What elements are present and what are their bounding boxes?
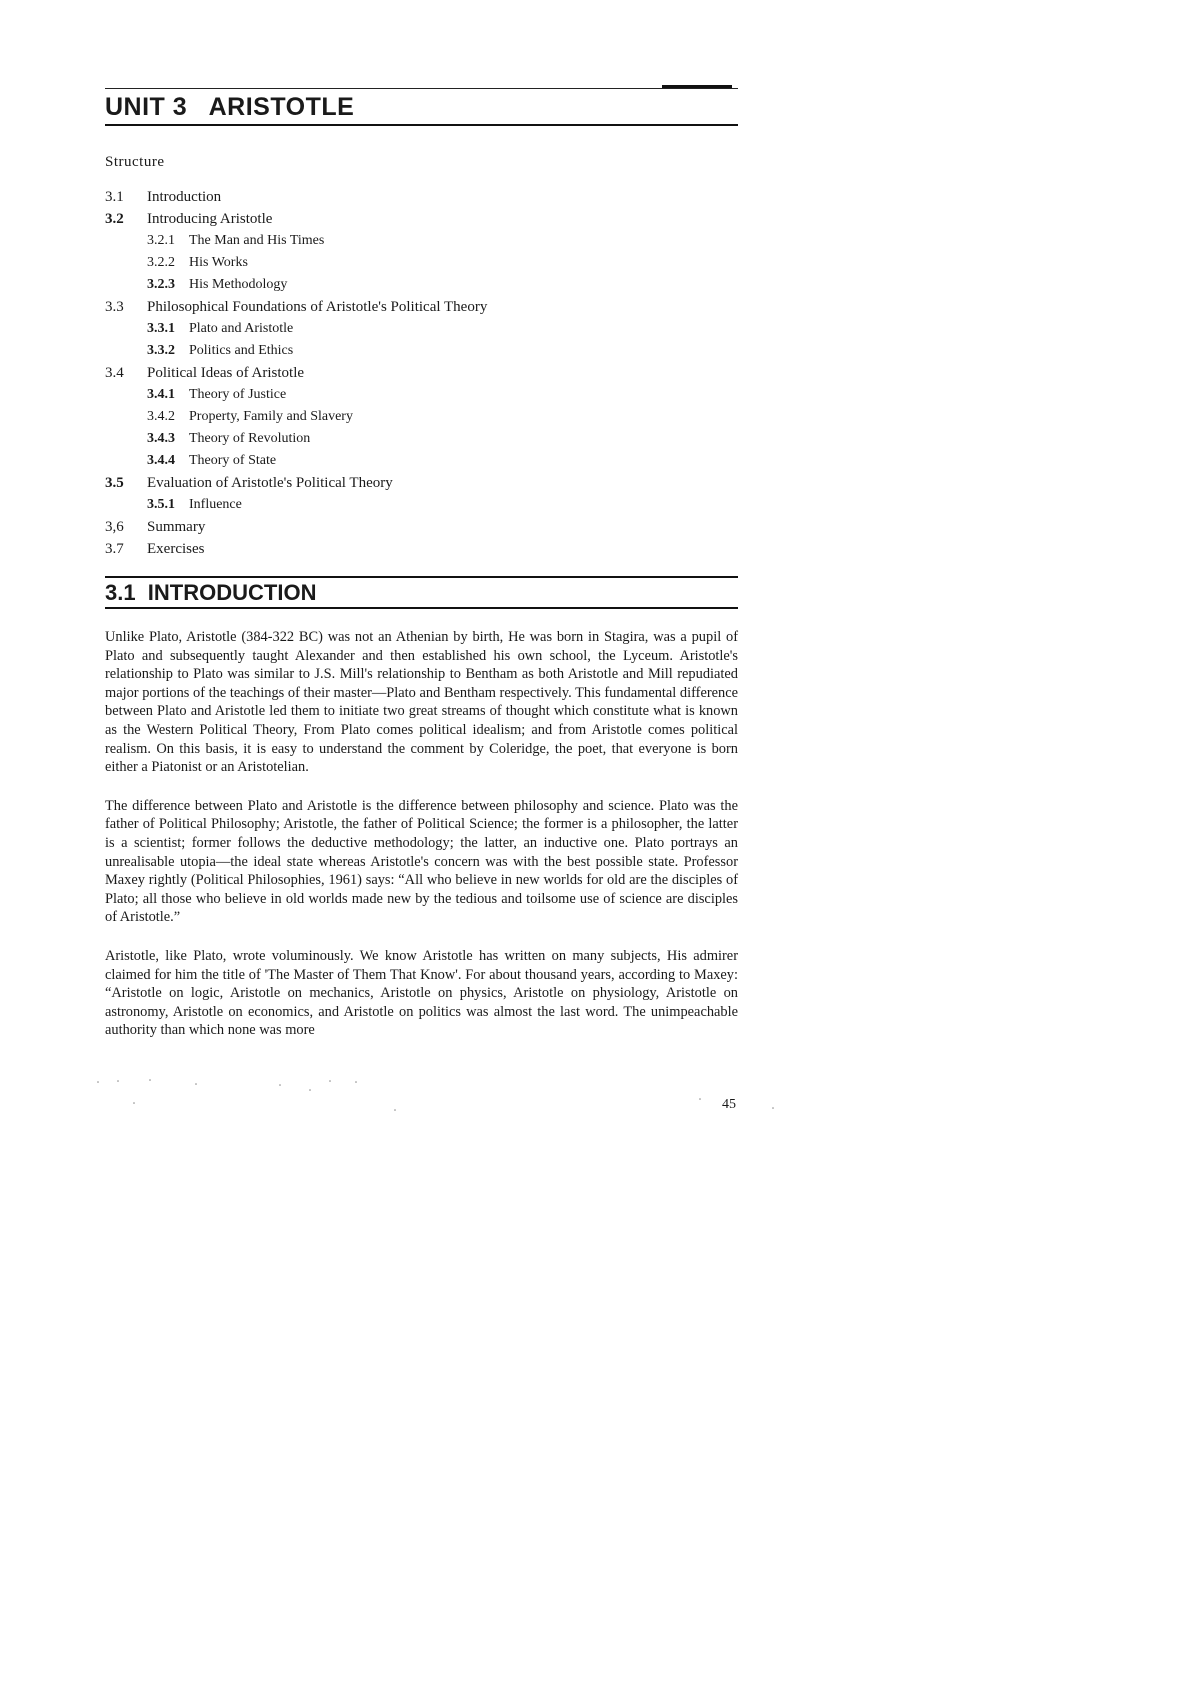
toc-number: 3.1 <box>105 189 124 205</box>
toc-number: 3.5.1 <box>147 497 175 512</box>
toc-number: 3.3.1 <box>147 321 175 336</box>
toc-text: Introducing Aristotle <box>147 211 273 227</box>
toc-number: 3.2.2 <box>147 255 175 270</box>
toc-text: Philosophical Foundations of Aristotle's Political Theory <box>147 299 488 315</box>
toc-number: 3.2 <box>105 211 124 227</box>
structure-label: Structure <box>105 154 165 170</box>
toc-text: Theory of Revolution <box>189 431 311 446</box>
toc-number: 3.4.1 <box>147 387 175 402</box>
toc-text: Theory of Justice <box>189 387 287 402</box>
toc-text: Introduction <box>147 189 222 205</box>
toc-number: 3.5 <box>105 475 124 491</box>
toc-number: 3,6 <box>105 519 124 535</box>
toc-number: 3.4 <box>105 365 124 381</box>
toc-number: 3.3 <box>105 299 124 315</box>
toc-text: Evaluation of Aristotle's Political Theory <box>147 475 393 491</box>
toc-text: The Man and His Times <box>189 233 325 248</box>
paragraph: Aristotle, like Plato, wrote voluminously. We know Aristotle has written on many subjects, His admirer claimed for him the title of 'The Master of Them That Know'. For about thousand years, according to Maxey: “Aristotle on logic, Aristotle on mechanics, Aristotle on physics, Aristotle on physiology, Aristotle on astronomy, Aristotle on economics, and Aristotle on politics was almost the last word. The unimpeachable authority than which none was more <box>105 947 738 1039</box>
toc-text: His Works <box>189 255 248 270</box>
toc-number: 3.4.3 <box>147 431 175 446</box>
section-title: 3.1 INTRODUCTION <box>105 576 738 609</box>
toc-text: Politics and Ethics <box>189 343 294 358</box>
toc-text: Political Ideas of Aristotle <box>147 365 305 381</box>
page-number: 45 <box>722 1097 736 1112</box>
toc-number: 3.2.1 <box>147 233 175 248</box>
paragraph: The difference between Plato and Aristotle is the difference between philosophy and science. Plato was the father of Political Philosophy; Aristotle, the father of Political Science; the former is a philosopher, the latter is a scientist; former follows the deductive methodology; the latter, an inductive one. Plato portrays an unrealisable utopia—the ideal state whereas Aristotle's concern was with the best possible state. Professor Maxey rightly (Political Philosophies, 1961) says: “All who believe in new worlds for old are the disciples of Plato; all those who believe in old worlds made new by the tedious and toilsome use of science are disciples of Aristotle.” <box>105 797 738 926</box>
toc-text: Property, Family and Slavery <box>189 409 353 424</box>
unit-title: UNIT 3 ARISTOTLE <box>105 93 738 126</box>
toc-text: Influence <box>189 497 242 512</box>
toc-text: Exercises <box>147 541 205 557</box>
toc-number: 3.4.4 <box>147 453 175 468</box>
toc-number: 3.3.2 <box>147 343 175 358</box>
toc-text: Theory of State <box>189 453 277 468</box>
toc-number: 3.2.3 <box>147 277 175 292</box>
toc-text: Summary <box>147 519 206 535</box>
toc-number: 3.7 <box>105 541 124 557</box>
toc-text: Plato and Aristotle <box>189 321 294 336</box>
toc-number: 3.4.2 <box>147 409 175 424</box>
toc-text: His Methodology <box>189 277 288 292</box>
paragraph: Unlike Plato, Aristotle (384-322 BC) was not an Athenian by birth, He was born in Stagira, was a pupil of Plato and subsequently taught Alexander and then established his own school, the Lyceum. Aristotle's relationship to Plato was similar to J.S. Mill's relationship to Bentham as both Aristotle and Mill repudiated major portions of the teachings of their master—Plato and Bentham respectively. This fundamental difference between Plato and Aristotle led them to initiate two great streams of thought which constitute what is known as the Western Political Theory, From Plato comes political idealism; and from Aristotle comes political realism. On this basis, it is easy to understand the comment by Coleridge, the poet, that everyone is born either a Piatonist or an Aristotelian. <box>105 629 738 776</box>
